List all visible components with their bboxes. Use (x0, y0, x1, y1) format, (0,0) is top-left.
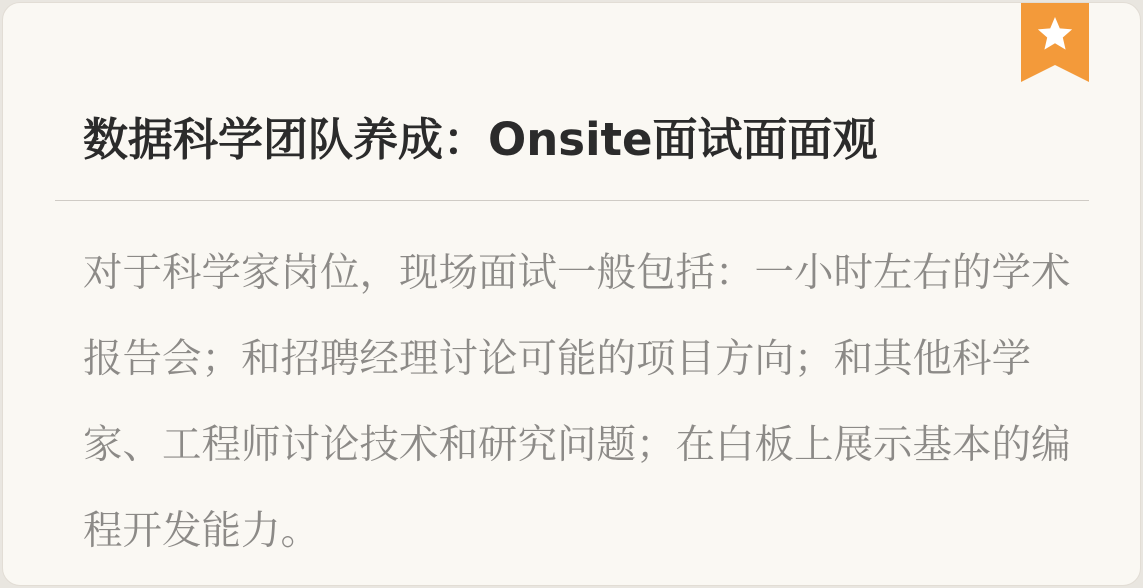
title-divider (55, 200, 1089, 201)
star-bookmark-icon[interactable] (1021, 2, 1089, 82)
article-card[interactable] (2, 2, 1141, 586)
card-title: 数据科学团队养成：Onsite面试面面观 (83, 113, 878, 166)
card-summary: 对于科学家岗位，现场面试一般包括：一小时左右的学术报告会；和招聘经理讨论可能的项目方向；和其他科学家、工程师讨论技术和研究问题；在白板上展示基本的编程开发能力。 (83, 250, 1071, 554)
